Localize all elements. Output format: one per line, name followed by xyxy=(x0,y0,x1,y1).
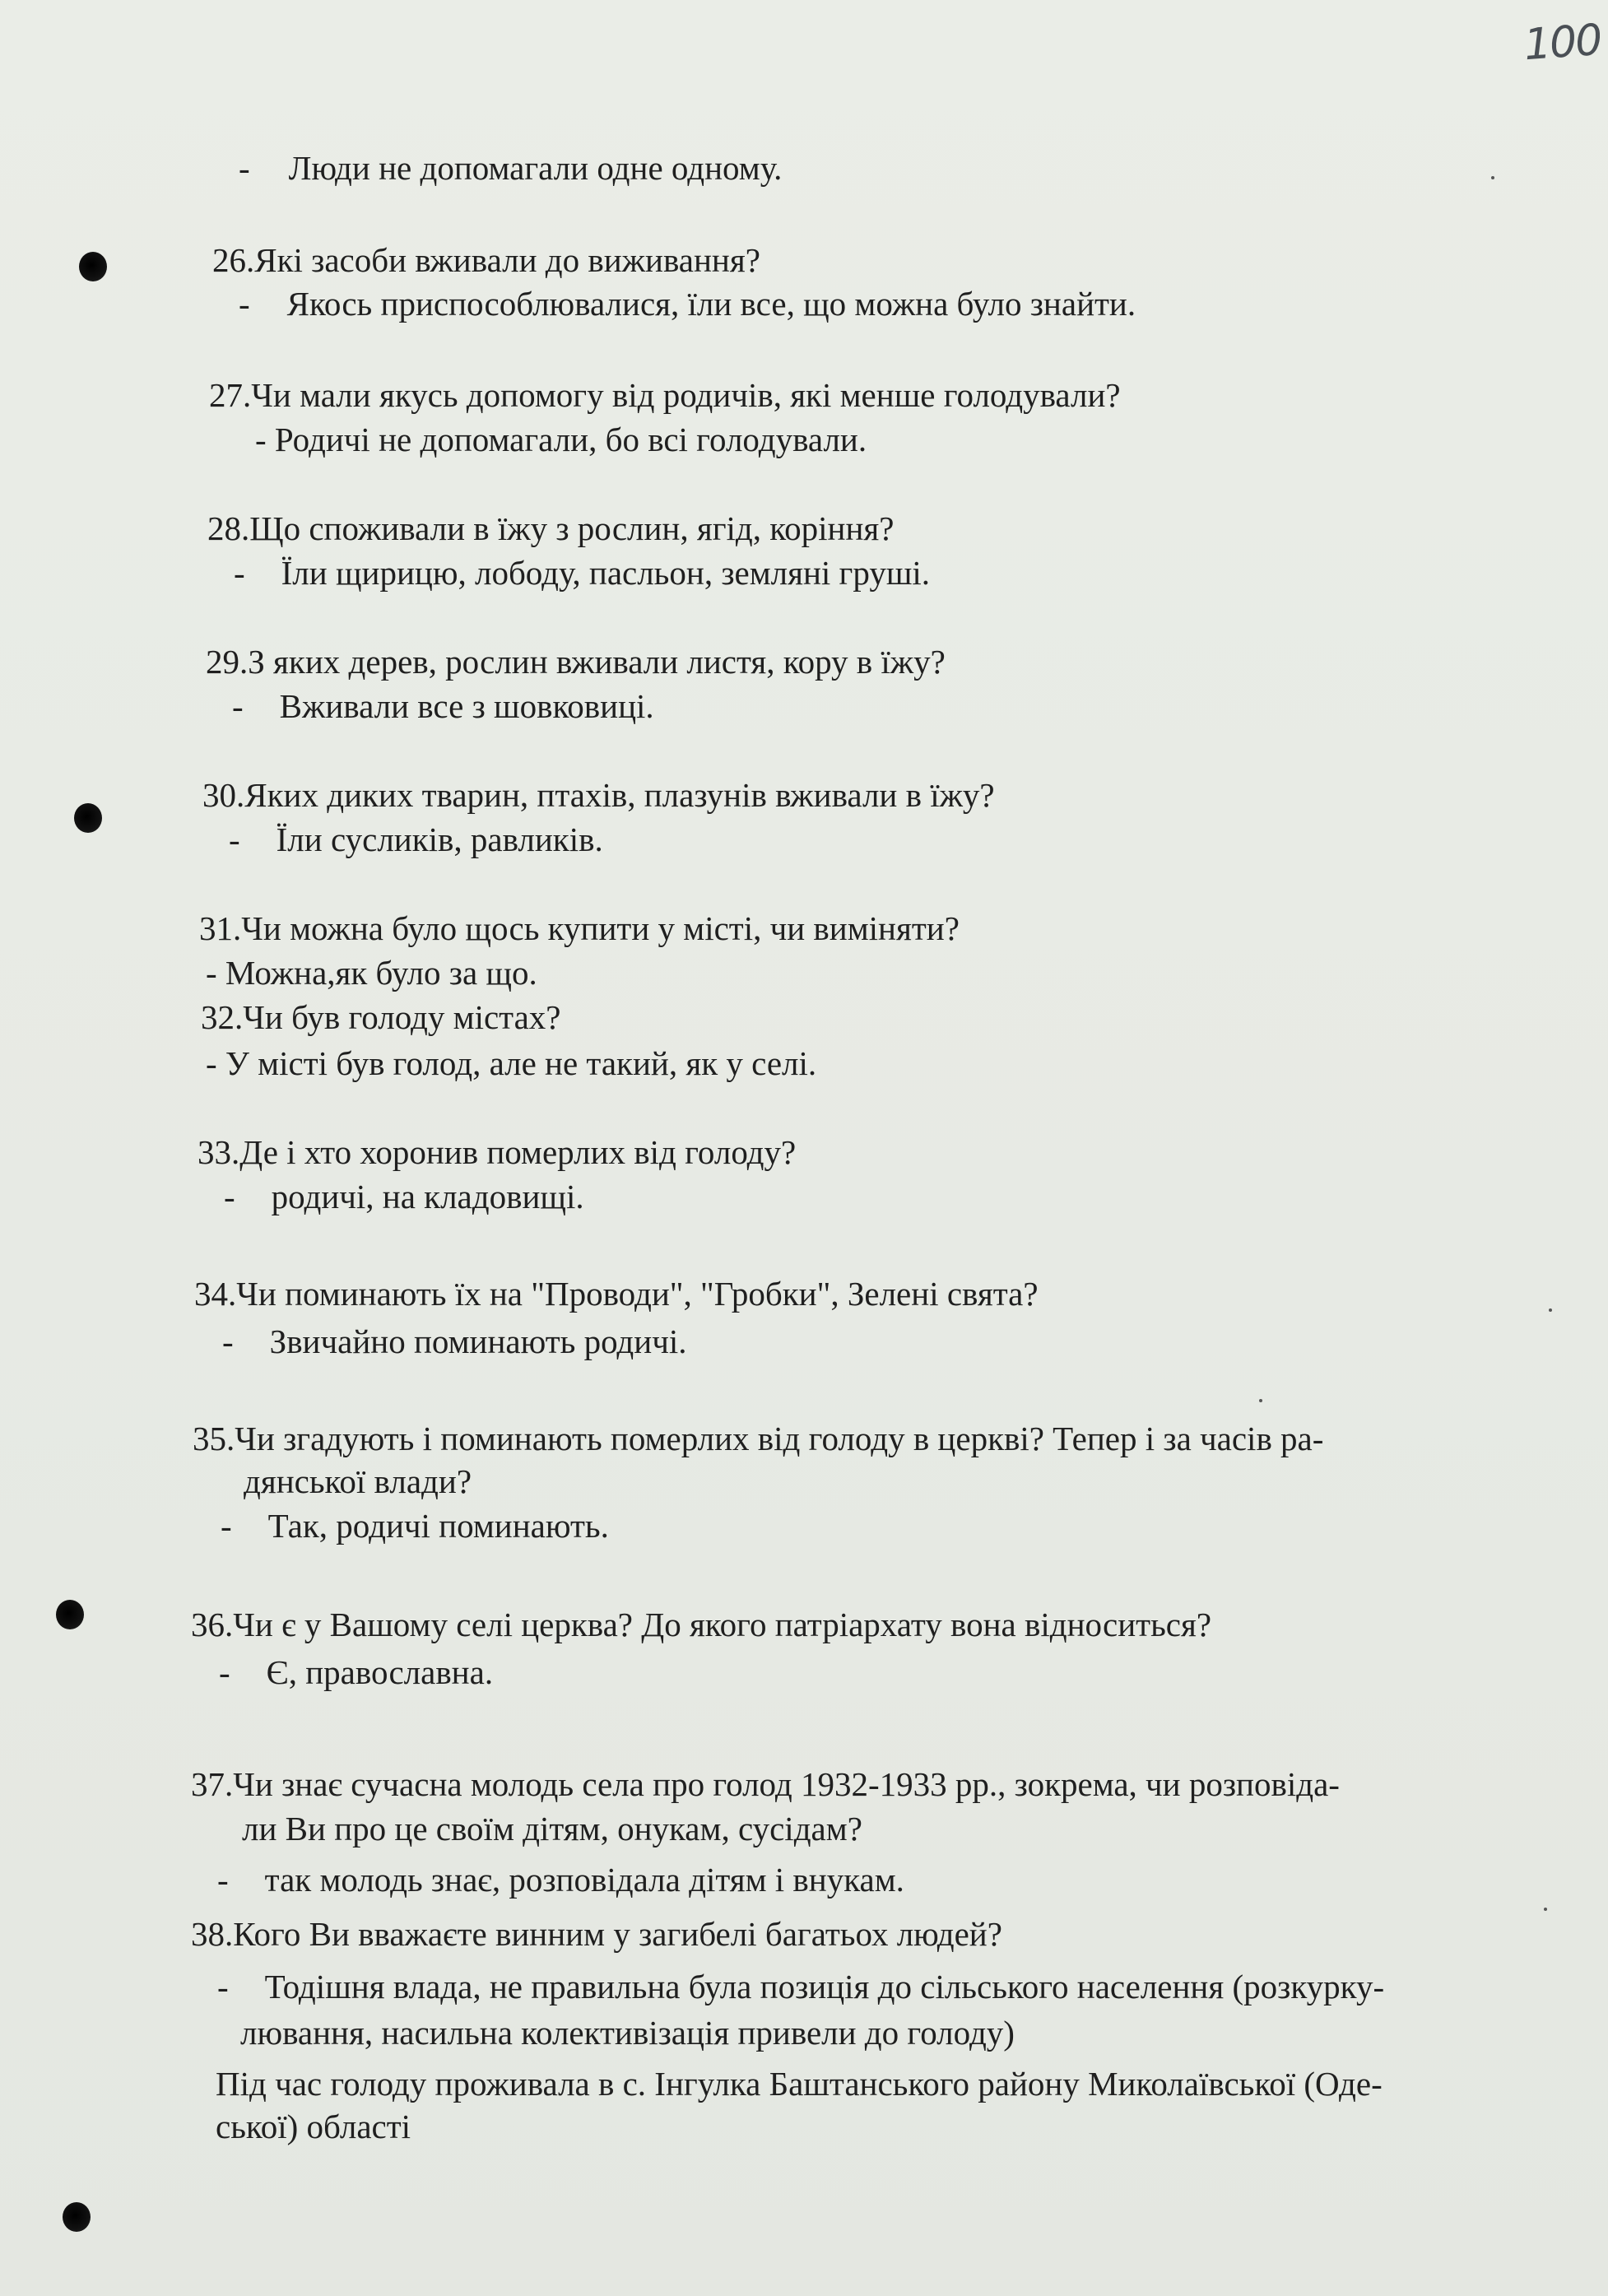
punch-hole-upper-middle xyxy=(74,803,102,833)
answer-text: Люди не допомагали одне одному. xyxy=(288,149,783,187)
answer-34 xyxy=(222,1322,686,1361)
punch-hole-lower-middle xyxy=(56,1600,84,1629)
answer-text: родичі, на кладовищі. xyxy=(271,1178,584,1215)
intro-answer-line xyxy=(239,148,782,188)
handwritten-page-number: 100 xyxy=(1522,15,1603,71)
answer-31: - Можна,як було за що. xyxy=(206,954,537,992)
dash-marker: - xyxy=(217,1968,229,2006)
question-27: 27.Чи мали якусь допомогу від родичів, які менше голодували? xyxy=(209,376,1121,414)
dash-marker: - xyxy=(219,1653,230,1691)
answer-text: Звичайно поминають родичі. xyxy=(269,1322,687,1360)
paper-speck xyxy=(1549,1308,1552,1312)
paper-speck xyxy=(1491,176,1494,179)
punch-hole-bottom xyxy=(63,2202,91,2232)
question-37-continuation: ли Ви про це своїм дітям, онукам, сусідам? xyxy=(242,1810,862,1847)
dash-marker: - xyxy=(239,149,250,187)
closing-note-continuation: ської) області xyxy=(216,2108,411,2145)
answer-26 xyxy=(239,284,1136,323)
question-32: 32.Чи був голоду містах? xyxy=(201,998,561,1036)
dash-marker: - xyxy=(232,687,244,725)
answer-38 xyxy=(217,1967,1384,2006)
answer-27: - Родичі не допомагали, бо всі голодували. xyxy=(255,421,867,458)
question-31: 31.Чи можна було щось купити у місті, чи виміняти? xyxy=(199,909,960,947)
answer-30 xyxy=(229,820,603,859)
answer-28 xyxy=(234,553,930,593)
question-30: 30.Яких диких тварин, птахів, плазунів вживали в їжу? xyxy=(202,776,995,814)
punch-hole-top xyxy=(79,252,107,281)
answer-37 xyxy=(217,1860,904,1899)
question-36: 36.Чи є у Вашому селі церква? До якого патріархату вона відноситься? xyxy=(191,1606,1212,1643)
closing-note: Під час голоду проживала в с. Інгулка Баштанського району Миколаївської (Оде- xyxy=(216,2065,1383,2103)
question-38: 38.Кого Ви вважаєте винним у загибелі багатьох людей? xyxy=(191,1915,1002,1953)
question-33: 33.Де і хто хоронив померлих від голоду? xyxy=(198,1133,797,1171)
answer-text: Є, православна. xyxy=(266,1653,494,1691)
answer-text: Вживали все з шовковиці. xyxy=(279,687,654,725)
answer-35 xyxy=(221,1506,609,1545)
dash-marker: - xyxy=(229,820,240,858)
paper-speck xyxy=(1544,1908,1547,1911)
question-34: 34.Чи поминають їх на "Проводи", "Гробки", Зелені свята? xyxy=(194,1275,1039,1313)
question-26: 26.Які засоби вживали до виживання? xyxy=(212,241,760,279)
question-37: 37.Чи знає сучасна молодь села про голод 1932-1933 рр., зокрема, чи розповіда- xyxy=(191,1765,1340,1803)
dash-marker: - xyxy=(222,1322,234,1360)
dash-marker: - xyxy=(221,1507,232,1545)
answer-36 xyxy=(219,1652,493,1692)
answer-38-continuation: лювання, насильна колективізація привели до голоду) xyxy=(240,2014,1015,2052)
question-28: 28.Що споживали в їжу з рослин, ягід, коріння? xyxy=(207,509,895,547)
answer-text: Їли щирицю, лободу, пасльон, земляні груші. xyxy=(281,554,931,592)
answer-text: Якось приспособлювалися, їли все, що можна було знайти. xyxy=(286,285,1136,323)
answer-text: Їли сусликів, равликів. xyxy=(276,820,603,858)
paper-speck xyxy=(1259,1399,1262,1402)
answer-32: - У місті був голод, але не такий, як у селі. xyxy=(206,1044,817,1082)
answer-29 xyxy=(232,686,654,726)
answer-text: Так, родичі поминають. xyxy=(267,1507,609,1545)
question-35-continuation: дянської влади? xyxy=(244,1462,472,1500)
dash-marker: - xyxy=(234,554,245,592)
answer-33 xyxy=(224,1177,584,1216)
dash-marker: - xyxy=(217,1861,229,1899)
answer-text: так молодь знає, розповідала дітям і внукам. xyxy=(264,1861,904,1899)
dash-marker: - xyxy=(224,1178,235,1215)
answer-text: Тодішня влада, не правильна була позиція до сільського населення (розкурку- xyxy=(264,1968,1385,2006)
dash-marker: - xyxy=(239,285,250,323)
question-29: 29.З яких дерев, рослин вживали листя, кору в їжу? xyxy=(206,643,946,681)
question-35: 35.Чи згадують і поминають померлих від голоду в церкві? Тепер і за часів ра- xyxy=(193,1420,1324,1457)
